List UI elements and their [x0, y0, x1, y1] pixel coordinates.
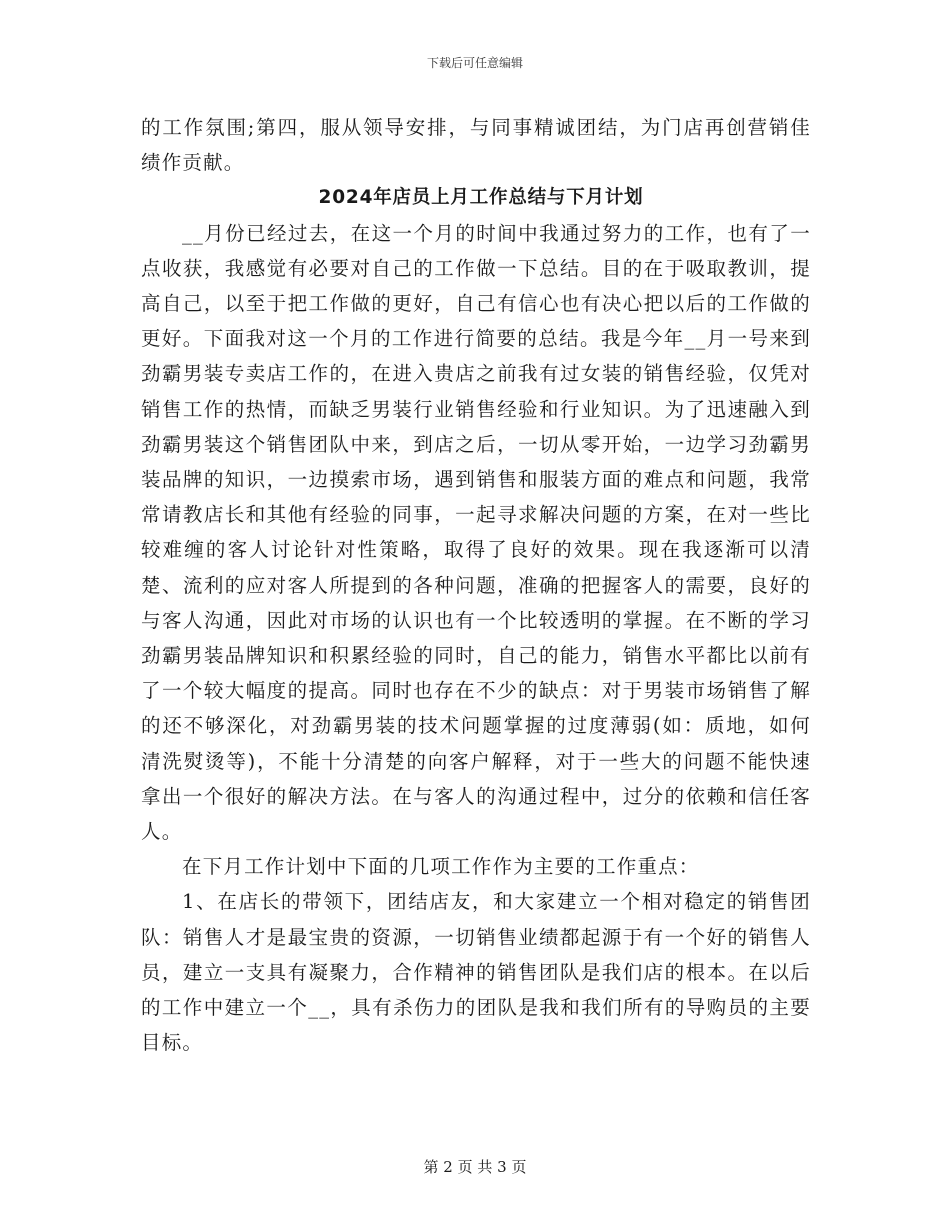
- document-body: [141, 110, 811, 1060]
- plan-intro-paragraph: 在下月工作计划中下面的几项工作作为主要的工作重点：: [182, 855, 700, 879]
- page-header: 下载后可任意编辑: [426, 56, 523, 70]
- page-number: 第 2 页 共 3 页: [423, 1158, 527, 1176]
- intro-paragraph: 的工作氛围;第四，服从领导安排，与同事精诚团结，为门店再创营销佳绩作贡献。: [141, 116, 811, 175]
- document-title: 2024年店员上月工作总结与下月计划: [318, 187, 644, 209]
- summary-paragraph: __月份已经过去，在这一个月的时间中我通过努力的工作，也有了一点收获，我感觉有必要对自己的工作做一下总结。目的在于吸取教训，提高自己，以至于把工作做的更好，自己有信心也有决心把以后的工作做的更好。下面我对这一个月的工作进行简要的总结。我是今年__月一号来到劲霸男装专卖店工作的，在进入贵店之前我有过女装的销售经验，仅凭对销售工作的热情，而缺乏男装行业销售经验和行业知识。为了迅速融入到劲霸男装这个销售团队中来，到店之后，一切从零开始，一边学习劲霸男装品牌的知识，一边摸索市场，遇到销售和服装方面的难点和问题，我常常请教店长和其他有经验的同事，一起寻求解决问题的方案，在对一些比较难缠的客人讨论针对性策略，取得了良好的效果。现在我逐渐可以清楚、流利的应对客人所提到的各种问题，准确的把握客人的需要，良好的与客人沟通，因此对市场的认识也有一个比较透明的掌握。在不断的学习劲霸男装品牌知识和积累经验的同时，自己的能力，销售水平都比以前有了一个较大幅度的提高。同时也存在不少的缺点：对于男装市场销售了解的还不够深化，对劲霸男装的技术问题掌握的过度薄弱(如：质地，如何清洗熨烫等)，不能十分清楚的向客户解释，对于一些大的问题不能快速拿出一个很好的解决方法。在与客人的沟通过程中，过分的依赖和信任客人。: [141, 221, 811, 844]
- plan-item-1-paragraph: 1、在店长的带领下，团结店友，和大家建立一个相对稳定的销售团队：销售人才是最宝贵的资源，一切销售业绩都起源于有一个好的销售人员，建立一支具有凝聚力，合作精神的销售团队是我们店的根本。在以后的工作中建立一个__，具有杀伤力的团队是我和我们所有的导购员的主要目标。: [141, 890, 811, 1055]
